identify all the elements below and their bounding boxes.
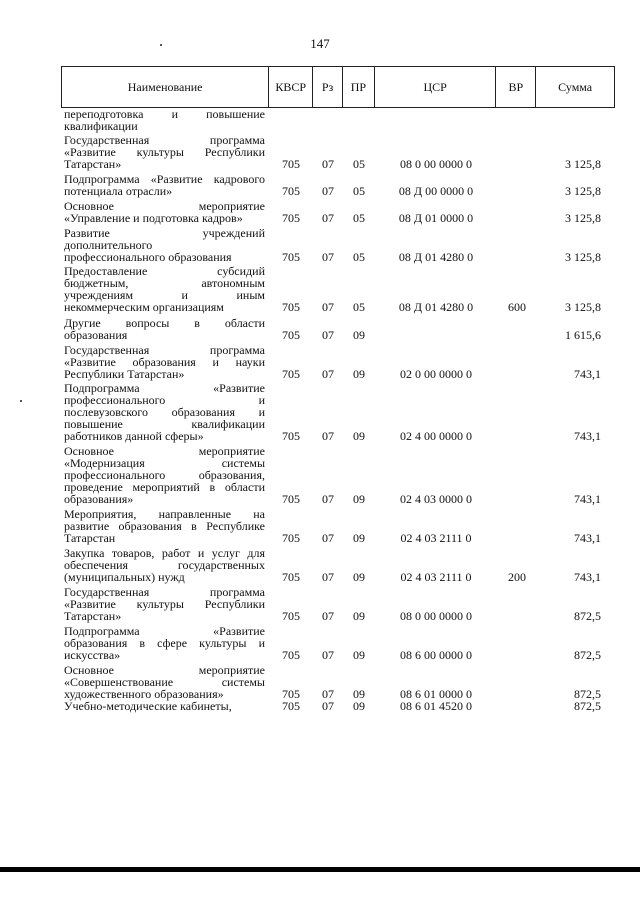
scan-border bbox=[0, 867, 640, 872]
table-header bbox=[61, 66, 615, 108]
column-header-name: Наименование bbox=[62, 67, 269, 107]
cell-rz: 07 bbox=[322, 211, 334, 225]
cell-pr: 09 bbox=[353, 687, 365, 701]
row-name-line: Подпрограмма «Развитие bbox=[64, 624, 265, 638]
cell-sum: 3 125,8 bbox=[565, 250, 601, 264]
row-name-line: образования bbox=[64, 328, 128, 342]
row-name bbox=[61, 317, 265, 341]
cell-pr: 09 bbox=[353, 531, 365, 545]
cell-csr: 02 4 03 2111 0 bbox=[400, 531, 472, 545]
row-name-line: бюджетным, автономным bbox=[64, 276, 265, 290]
cell-sum: 3 125,8 bbox=[565, 157, 601, 171]
cell-pr: 09 bbox=[353, 570, 365, 584]
cell-rz: 07 bbox=[322, 531, 334, 545]
row-name-line: образования в сфере культуры и bbox=[64, 636, 265, 650]
row-name-line: проведение мероприятий в области bbox=[64, 480, 265, 494]
table-row bbox=[61, 344, 615, 380]
cell-rz: 07 bbox=[322, 699, 334, 713]
row-name-line: искусства» bbox=[64, 648, 121, 662]
scan-speck bbox=[160, 44, 162, 46]
table-row bbox=[61, 445, 615, 505]
table-row bbox=[61, 700, 615, 712]
cell-pr: 05 bbox=[353, 250, 365, 264]
cell-csr: 08 0 00 0000 0 bbox=[400, 157, 472, 171]
row-name-line: повышение квалификации bbox=[64, 417, 265, 431]
cell-kvsr: 705 bbox=[282, 687, 300, 701]
cell-rz: 07 bbox=[322, 492, 334, 506]
cell-kvsr: 705 bbox=[282, 157, 300, 171]
row-name-line: развитие образования в Республике bbox=[64, 519, 265, 533]
row-name-line: профессионального образования, bbox=[64, 468, 265, 482]
cell-pr: 09 bbox=[353, 609, 365, 623]
budget-table-body bbox=[61, 108, 615, 712]
cell-pr: 05 bbox=[353, 157, 365, 171]
column-header-kvsr: КВСР bbox=[269, 67, 313, 107]
cell-kvsr: 705 bbox=[282, 184, 300, 198]
row-name-line: Татарстан bbox=[64, 531, 116, 545]
cell-sum: 743,1 bbox=[574, 531, 601, 545]
row-name bbox=[61, 625, 265, 661]
cell-sum: 743,1 bbox=[574, 570, 601, 584]
cell-csr: 02 0 00 0000 0 bbox=[400, 367, 472, 381]
cell-kvsr: 705 bbox=[282, 367, 300, 381]
row-name bbox=[61, 700, 265, 712]
row-name-line: некоммерческим организациям bbox=[64, 300, 224, 314]
cell-pr: 05 bbox=[353, 211, 365, 225]
cell-pr: 09 bbox=[353, 429, 365, 443]
page-number: 147 bbox=[310, 36, 330, 51]
cell-csr: 08 6 00 0000 0 bbox=[400, 648, 472, 662]
table-row bbox=[61, 508, 615, 544]
column-header-rz: Рз bbox=[313, 67, 343, 107]
row-name-line: (муниципальных) нужд bbox=[64, 570, 185, 584]
cell-kvsr: 705 bbox=[282, 699, 300, 713]
row-name-line: «Модернизация системы bbox=[64, 456, 265, 470]
cell-kvsr: 705 bbox=[282, 429, 300, 443]
row-name-line: Основное мероприятие bbox=[64, 199, 265, 213]
cell-sum: 3 125,8 bbox=[565, 184, 601, 198]
row-name-line: Основное мероприятие bbox=[64, 444, 265, 458]
cell-sum: 872,5 bbox=[574, 699, 601, 713]
cell-vr: 600 bbox=[508, 300, 526, 314]
cell-rz: 07 bbox=[322, 300, 334, 314]
cell-csr: 02 4 03 0000 0 bbox=[400, 492, 472, 506]
row-name-line: Подпрограмма «Развитие кадрового bbox=[64, 172, 265, 186]
row-name-line: Учебно-методические кабинеты, bbox=[64, 699, 232, 713]
cell-kvsr: 705 bbox=[282, 250, 300, 264]
row-name bbox=[61, 200, 265, 224]
row-name-line: Развитие учреждений bbox=[64, 226, 265, 240]
cell-pr: 05 bbox=[353, 300, 365, 314]
cell-kvsr: 705 bbox=[282, 531, 300, 545]
row-name-line: работников данной сферы» bbox=[64, 429, 204, 443]
cell-csr: 08 6 01 0000 0 bbox=[400, 687, 472, 701]
row-name-line: переподготовка и повышение bbox=[64, 107, 265, 121]
row-name-line: «Развитие образования и науки bbox=[64, 355, 265, 369]
row-name-line: послевузовского образования и bbox=[64, 405, 265, 419]
table-row bbox=[61, 586, 615, 622]
cell-sum: 743,1 bbox=[574, 492, 601, 506]
cell-rz: 07 bbox=[322, 157, 334, 171]
row-name-line: Предоставление субсидий bbox=[64, 264, 265, 278]
column-header-vr: ВР bbox=[496, 67, 536, 107]
row-name bbox=[61, 265, 265, 313]
row-name bbox=[61, 382, 265, 442]
row-name bbox=[61, 173, 265, 197]
cell-kvsr: 705 bbox=[282, 328, 300, 342]
cell-pr: 09 bbox=[353, 492, 365, 506]
cell-kvsr: 705 bbox=[282, 300, 300, 314]
cell-rz: 07 bbox=[322, 184, 334, 198]
row-name-line: Основное мероприятие bbox=[64, 663, 265, 677]
row-name bbox=[61, 134, 265, 170]
cell-kvsr: 705 bbox=[282, 211, 300, 225]
cell-sum: 872,5 bbox=[574, 687, 601, 701]
cell-rz: 07 bbox=[322, 328, 334, 342]
table-row bbox=[61, 227, 615, 263]
column-header-pr: ПР bbox=[343, 67, 375, 107]
table-row bbox=[61, 547, 615, 583]
cell-csr: 08 0 00 0000 0 bbox=[400, 609, 472, 623]
cell-pr: 09 bbox=[353, 699, 365, 713]
row-name-line: Другие вопросы в области bbox=[64, 316, 265, 330]
table-row bbox=[61, 200, 615, 224]
row-name-line: художественного образования» bbox=[64, 687, 224, 701]
cell-rz: 07 bbox=[322, 429, 334, 443]
table-row bbox=[61, 382, 615, 442]
row-name-line: дополнительного bbox=[64, 238, 153, 252]
row-name bbox=[61, 445, 265, 505]
row-name bbox=[61, 508, 265, 544]
cell-sum: 3 125,8 bbox=[565, 300, 601, 314]
row-name-line: обеспечения государственных bbox=[64, 558, 265, 572]
row-name-line: квалификации bbox=[64, 119, 138, 133]
cell-rz: 07 bbox=[322, 609, 334, 623]
cell-pr: 05 bbox=[353, 184, 365, 198]
row-name-line: Государственная программа bbox=[64, 343, 265, 357]
row-name-line: Мероприятия, направленные на bbox=[64, 507, 265, 521]
row-name-line: профессионального и bbox=[64, 393, 265, 407]
cell-csr: 08 Д 01 0000 0 bbox=[398, 211, 474, 225]
row-name bbox=[61, 586, 265, 622]
column-header-csr: ЦСР bbox=[375, 67, 497, 107]
cell-vr: 200 bbox=[508, 570, 526, 584]
cell-sum: 872,5 bbox=[574, 609, 601, 623]
row-name-line: «Совершенствование системы bbox=[64, 675, 265, 689]
cell-kvsr: 705 bbox=[282, 609, 300, 623]
table-row bbox=[61, 625, 615, 661]
table-row bbox=[61, 108, 615, 132]
table-row bbox=[61, 664, 615, 700]
cell-pr: 09 bbox=[353, 367, 365, 381]
cell-csr: 08 Д 01 4280 0 bbox=[398, 300, 474, 314]
row-name-line: «Развитие культуры Республики bbox=[64, 145, 265, 159]
row-name-line: Государственная программа bbox=[64, 585, 265, 599]
table-row bbox=[61, 173, 615, 197]
row-name bbox=[61, 108, 265, 132]
cell-csr: 02 4 03 2111 0 bbox=[400, 570, 472, 584]
row-name-line: Закупка товаров, работ и услуг для bbox=[64, 546, 265, 560]
cell-sum: 743,1 bbox=[574, 429, 601, 443]
cell-csr: 08 6 01 4520 0 bbox=[400, 699, 472, 713]
cell-csr: 02 4 00 0000 0 bbox=[400, 429, 472, 443]
cell-rz: 07 bbox=[322, 570, 334, 584]
cell-rz: 07 bbox=[322, 648, 334, 662]
row-name-line: Татарстан» bbox=[64, 609, 122, 623]
row-name-line: Республики Татарстан» bbox=[64, 367, 185, 381]
cell-rz: 07 bbox=[322, 687, 334, 701]
row-name bbox=[61, 547, 265, 583]
cell-sum: 1 615,6 bbox=[565, 328, 601, 342]
cell-rz: 07 bbox=[322, 250, 334, 264]
table-row bbox=[61, 134, 615, 170]
cell-pr: 09 bbox=[353, 328, 365, 342]
cell-kvsr: 705 bbox=[282, 648, 300, 662]
row-name-line: «Управление и подготовка кадров» bbox=[64, 211, 243, 225]
row-name-line: Подпрограмма «Развитие bbox=[64, 381, 265, 395]
cell-sum: 872,5 bbox=[574, 648, 601, 662]
cell-pr: 09 bbox=[353, 648, 365, 662]
cell-kvsr: 705 bbox=[282, 492, 300, 506]
row-name-line: потенциала отрасли» bbox=[64, 184, 173, 198]
column-header-sum: Сумма bbox=[558, 79, 593, 94]
cell-csr: 08 Д 01 4280 0 bbox=[398, 250, 474, 264]
row-name-line: Татарстан» bbox=[64, 157, 122, 171]
table-row bbox=[61, 265, 615, 313]
row-name-line: образования» bbox=[64, 492, 134, 506]
row-name bbox=[61, 227, 265, 263]
row-name-line: учреждениям и иным bbox=[64, 288, 265, 302]
row-name bbox=[61, 664, 265, 700]
row-name bbox=[61, 344, 265, 380]
row-name-line: профессионального образования bbox=[64, 250, 232, 264]
cell-sum: 3 125,8 bbox=[565, 211, 601, 225]
cell-sum: 743,1 bbox=[574, 367, 601, 381]
cell-kvsr: 705 bbox=[282, 570, 300, 584]
row-name-line: Государственная программа bbox=[64, 133, 265, 147]
cell-rz: 07 bbox=[322, 367, 334, 381]
table-row bbox=[61, 317, 615, 341]
row-name-line: «Развитие культуры Республики bbox=[64, 597, 265, 611]
cell-csr: 08 Д 00 0000 0 bbox=[398, 184, 474, 198]
scan-speck bbox=[20, 400, 22, 402]
